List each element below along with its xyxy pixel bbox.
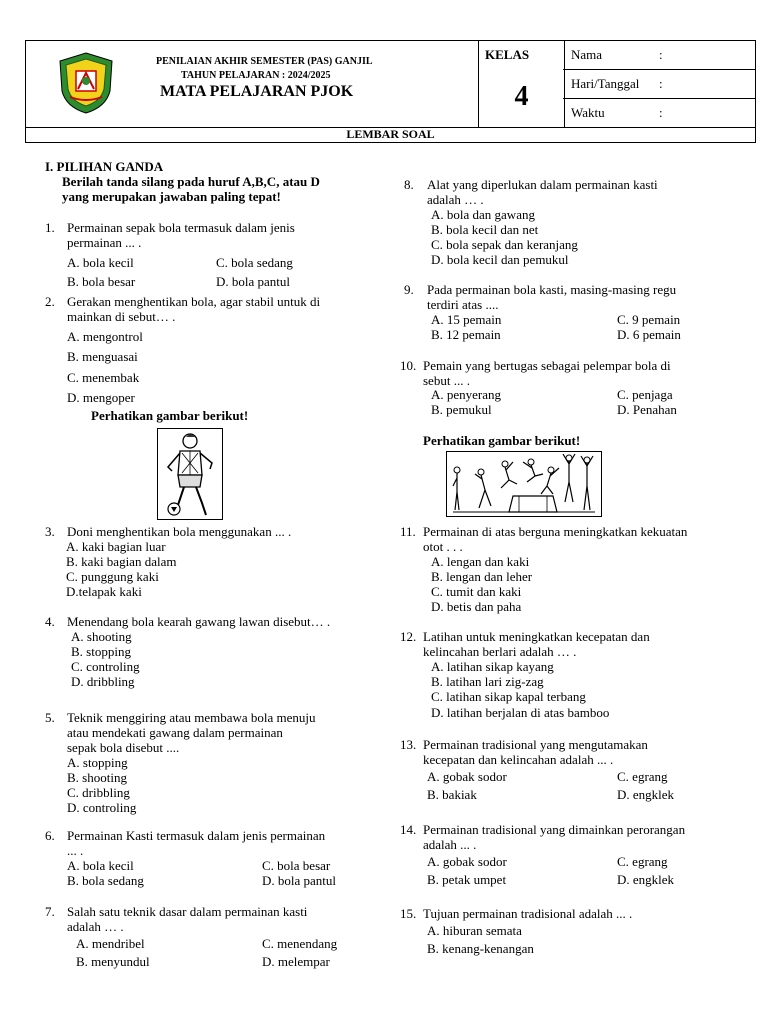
q1-option-a[interactable]: A. bola kecil	[67, 255, 134, 270]
q4-number: 4.	[45, 614, 55, 629]
q6-option-a[interactable]: A. bola kecil	[67, 858, 134, 873]
date-field[interactable]	[563, 70, 755, 99]
q11-number: 11.	[400, 524, 416, 539]
q7-option-b[interactable]: B. menyundul	[76, 954, 150, 969]
q9-option-d[interactable]: D. 6 pemain	[617, 327, 681, 342]
q5-option-d[interactable]: D. controling	[67, 800, 137, 815]
q6-option-c[interactable]: C. bola besar	[262, 858, 331, 873]
q5-number: 5.	[45, 710, 55, 725]
q13-text-1: Permainan tradisional yang mengutamakan	[423, 737, 648, 752]
q2-option-c[interactable]: C. menembak	[67, 370, 140, 385]
q6-option-b[interactable]: B. bola sedang	[67, 873, 144, 888]
q1-text-1: Permainan sepak bola termasuk dalam jenis	[67, 220, 295, 235]
date-label: Hari/Tanggal	[571, 76, 640, 91]
q9-number: 9.	[404, 282, 414, 297]
q12-option-d[interactable]: D. latihan berjalan di atas bamboo	[431, 705, 610, 720]
q7-option-c[interactable]: C. menendang	[262, 936, 338, 951]
q10-option-d[interactable]: D. Penahan	[617, 402, 677, 417]
q1-option-c[interactable]: C. bola sedang	[216, 255, 293, 270]
q4-option-c[interactable]: C. controling	[71, 659, 140, 674]
q4-option-d[interactable]: D. dribbling	[71, 674, 135, 689]
q14-option-b[interactable]: B. petak umpet	[427, 872, 507, 887]
q4-option-a[interactable]: A. shooting	[71, 629, 132, 644]
q8-text-1: Alat yang diperlukan dalam permainan kasti	[427, 177, 658, 192]
q3-option-a[interactable]: A. kaki bagian luar	[66, 539, 166, 554]
q9-option-b[interactable]: B. 12 pemain	[431, 327, 501, 342]
q8-option-b[interactable]: B. bola kecil dan net	[431, 222, 539, 237]
sheet-title: LEMBAR SOAL	[25, 128, 756, 143]
q15-option-a[interactable]: A. hiburan semata	[427, 923, 522, 938]
section-title: I. PILIHAN GANDA	[45, 159, 164, 174]
vault-jump-image	[446, 451, 602, 517]
q8-text-2: adalah … .	[427, 192, 484, 207]
name-colon: :	[659, 47, 663, 62]
q2-number: 2.	[45, 294, 55, 309]
q11-option-d[interactable]: D. betis dan paha	[431, 599, 522, 614]
class-label: KELAS	[485, 47, 530, 62]
q7-number: 7.	[45, 904, 55, 919]
q3-option-b[interactable]: B. kaki bagian dalam	[66, 554, 177, 569]
q6-text-1: Permainan Kasti termasuk dalam jenis permainan	[67, 828, 326, 843]
q9-option-a[interactable]: A. 15 pemain	[431, 312, 502, 327]
look-at-picture-1: Perhatikan gambar berikut!	[91, 408, 249, 423]
q15-option-b[interactable]: B. kenang-kenangan	[427, 941, 534, 956]
academic-year: TAHUN PELAJARAN : 2024/2025	[181, 70, 331, 81]
q9-text-2: terdiri atas ....	[427, 297, 499, 312]
q13-option-c[interactable]: C. egrang	[617, 769, 668, 784]
q11-option-a[interactable]: A. lengan dan kaki	[431, 554, 530, 569]
q14-text-1: Permainan tradisional yang dimainkan perorangan	[423, 822, 686, 837]
q1-number: 1.	[45, 220, 55, 235]
header-box	[25, 40, 756, 128]
q3-text-1: Doni menghentikan bola menggunakan ... .	[67, 524, 292, 539]
name-label: Nama	[571, 47, 603, 62]
q7-text-1: Salah satu teknik dasar dalam permainan kasti	[67, 904, 308, 919]
q9-text-1: Pada permainan bola kasti, masing-masing regu	[427, 282, 677, 297]
q10-text-1: Pemain yang bertugas sebagai pelempar bola di	[423, 358, 671, 373]
q3-option-d[interactable]: D.telapak kaki	[66, 584, 142, 599]
q8-option-c[interactable]: C. bola sepak dan keranjang	[431, 237, 578, 252]
q12-text-2: kelincahan berlari adalah … .	[423, 644, 577, 659]
date-colon: :	[659, 76, 663, 91]
q2-option-a[interactable]: A. mengontrol	[67, 329, 143, 344]
q7-option-a[interactable]: A. mendribel	[76, 936, 145, 951]
look-at-picture-2: Perhatikan gambar berikut!	[423, 433, 581, 448]
exam-title: PENILAIAN AKHIR SEMESTER (PAS) GANJIL	[156, 56, 373, 67]
q7-text-2: adalah … .	[67, 919, 124, 934]
instruction-line-1: Berilah tanda silang pada huruf A,B,C, atau D	[62, 174, 320, 189]
q5-option-c[interactable]: C. dribbling	[67, 785, 130, 800]
q6-option-d[interactable]: D. bola pantul	[262, 873, 337, 888]
q5-option-b[interactable]: B. shooting	[67, 770, 127, 785]
q9-option-c[interactable]: C. 9 pemain	[617, 312, 681, 327]
q12-option-c[interactable]: C. latihan sikap kapal terbang	[431, 689, 586, 704]
q2-text-1: Gerakan menghentikan bola, agar stabil untuk di	[67, 294, 321, 309]
time-label: Waktu	[571, 105, 605, 120]
q3-option-c[interactable]: C. punggung kaki	[66, 569, 159, 584]
q1-text-2: permainan ... .	[67, 235, 142, 250]
q2-text-2: mainkan di sebut… .	[67, 309, 176, 324]
q12-option-b[interactable]: B. latihan lari zig-zag	[431, 674, 544, 689]
soccer-player-image	[157, 428, 223, 520]
q14-option-a[interactable]: A. gobak sodor	[427, 854, 507, 869]
name-field[interactable]	[563, 41, 755, 70]
q11-text-2: otot . . .	[423, 539, 463, 554]
time-colon: :	[659, 105, 663, 120]
q8-option-d[interactable]: D. bola kecil dan pemukul	[431, 252, 569, 267]
q14-option-d[interactable]: D. engklek	[617, 872, 675, 887]
q8-option-a[interactable]: A. bola dan gawang	[431, 207, 535, 222]
subject-title: MATA PELAJARAN PJOK	[160, 83, 354, 100]
q2-option-b[interactable]: B. menguasai	[67, 349, 138, 364]
time-field[interactable]	[563, 99, 755, 128]
q14-text-2: adalah ... .	[423, 837, 477, 852]
q15-number: 15.	[400, 906, 417, 921]
q4-text-1: Menendang bola kearah gawang lawan disebut… .	[67, 614, 331, 629]
q10-option-a[interactable]: A. penyerang	[431, 387, 502, 402]
q13-number: 13.	[400, 737, 417, 752]
q13-option-d[interactable]: D. engklek	[617, 787, 675, 802]
q14-option-c[interactable]: C. egrang	[617, 854, 668, 869]
q5-text-1: Teknik menggiring atau membawa bola menuju	[67, 710, 316, 725]
q13-option-b[interactable]: B. bakiak	[427, 787, 477, 802]
school-emblem-icon	[56, 51, 116, 115]
q11-text-1: Permainan di atas berguna meningkatkan kekuatan	[423, 524, 688, 539]
q5-text-3: sepak bola disebut ....	[67, 740, 180, 755]
class-cell	[478, 41, 565, 127]
q12-number: 12.	[400, 629, 417, 644]
q1-option-b[interactable]: B. bola besar	[67, 274, 136, 289]
q11-option-b[interactable]: B. lengan dan leher	[431, 569, 533, 584]
q12-option-a[interactable]: A. latihan sikap kayang	[431, 659, 554, 674]
q11-option-c[interactable]: C. tumit dan kaki	[431, 584, 522, 599]
q10-option-b[interactable]: B. pemukul	[431, 402, 492, 417]
q15-text-1: Tujuan permainan tradisional adalah ... .	[423, 906, 633, 921]
q6-text-2: ... .	[67, 843, 84, 858]
q1-option-d[interactable]: D. bola pantul	[216, 274, 291, 289]
q13-option-a[interactable]: A. gobak sodor	[427, 769, 507, 784]
q6-number: 6.	[45, 828, 55, 843]
q3-number: 3.	[45, 524, 55, 539]
q5-text-2: atau mendekati gawang dalam permainan	[67, 725, 283, 740]
q10-option-c[interactable]: C. penjaga	[617, 387, 673, 402]
q5-option-a[interactable]: A. stopping	[67, 755, 128, 770]
q4-option-b[interactable]: B. stopping	[71, 644, 131, 659]
q2-option-d[interactable]: D. mengoper	[67, 390, 135, 405]
q13-text-2: kecepatan dan kelincahan adalah ... .	[423, 752, 614, 767]
q8-number: 8.	[404, 177, 414, 192]
class-number: 4	[514, 81, 529, 112]
q7-option-d[interactable]: D. melempar	[262, 954, 330, 969]
q14-number: 14.	[400, 822, 417, 837]
instruction-line-2: yang merupakan jawaban paling tepat!	[62, 189, 281, 204]
q12-text-1: Latihan untuk meningkatkan kecepatan dan	[423, 629, 650, 644]
q10-number: 10.	[400, 358, 417, 373]
q10-text-2: sebut ... .	[423, 373, 470, 388]
